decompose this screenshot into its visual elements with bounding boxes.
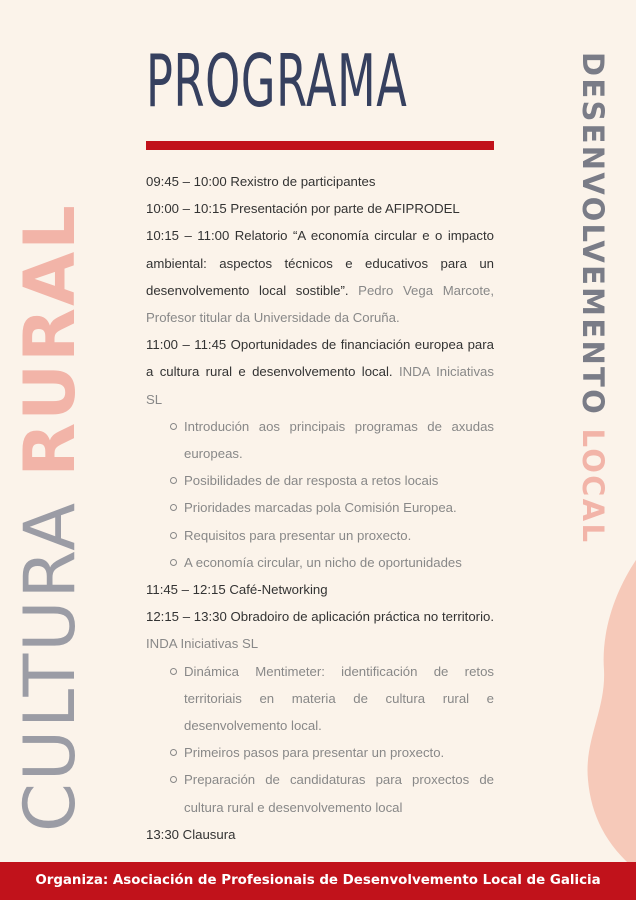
decorative-blob (576, 560, 636, 870)
cultura-word: CULTURA (9, 476, 91, 832)
schedule-item: 10:15 – 11:00 Relatorio “A economía circular e o impacto ambiental: aspectos técnicos e educativos para un desenvolvemento local sostible”. Pedro Vega Marcote, Profesor titular da Universidade da Coruña. (146, 228, 494, 326)
list-item: Prioridades marcadas pola Comisión Europea. (184, 494, 494, 521)
list-item: Preparación de candidaturas para proxectos de cultura rural e desenvolvemento local (184, 766, 494, 820)
schedule-item: 11:45 – 12:15 Café-Networking (146, 582, 328, 598)
list-item: Dinámica Mentimeter: identificación de retos territoriais en materia de cultura rural e desenvolvemento local. (184, 658, 494, 740)
desenvolvemento-local-vertical-title (578, 52, 608, 544)
cultura-rural-vertical-title (9, 203, 91, 832)
speaker: INDA Iniciativas SL (146, 636, 259, 652)
title-underline (146, 141, 494, 150)
schedule-item: 12:15 – 13:30 Obradoiro de aplicación práctica no territorio. INDA Iniciativas SL (146, 609, 494, 652)
list-item: Requisitos para presentar un proxecto. (184, 522, 494, 549)
speaker: INDA Iniciativas SL (146, 364, 494, 407)
list-item: A economía circular, un nicho de oportunidades (184, 549, 494, 576)
organizer-footer: Organiza: Asociación de Profesionais de Desenvolvemento Local de Galicia (0, 862, 636, 900)
program-schedule (146, 168, 494, 848)
rural-word: RURAL (9, 203, 91, 477)
page-title: PROGRAMA (146, 39, 408, 123)
bullet-list (146, 413, 494, 576)
schedule-item: 10:00 – 10:15 Presentación por parte de AFIPRODEL (146, 201, 460, 217)
list-item: Introdución aos principais programas de axudas europeas. (184, 413, 494, 467)
schedule-item: 13:30 Clausura (146, 826, 236, 842)
list-item: Posibilidades de dar resposta a retos locais (184, 467, 494, 494)
schedule-item: 11:00 – 11:45 Oportunidades de financiación europea para a cultura rural e desenvolvemento local. INDA Iniciativas SL (146, 337, 494, 407)
desenvolvemento-word: DESENVOLVEMENTO (576, 52, 610, 429)
list-item: Primeiros pasos para presentar un proxecto. (184, 739, 494, 766)
bullet-list (146, 658, 494, 821)
local-word: LOCAL (576, 428, 610, 545)
schedule-item: 09:45 – 10:00 Rexistro de participantes (146, 174, 376, 189)
speaker: Pedro Vega Marcote, Profesor titular da Universidade da Coruña. (146, 282, 494, 326)
